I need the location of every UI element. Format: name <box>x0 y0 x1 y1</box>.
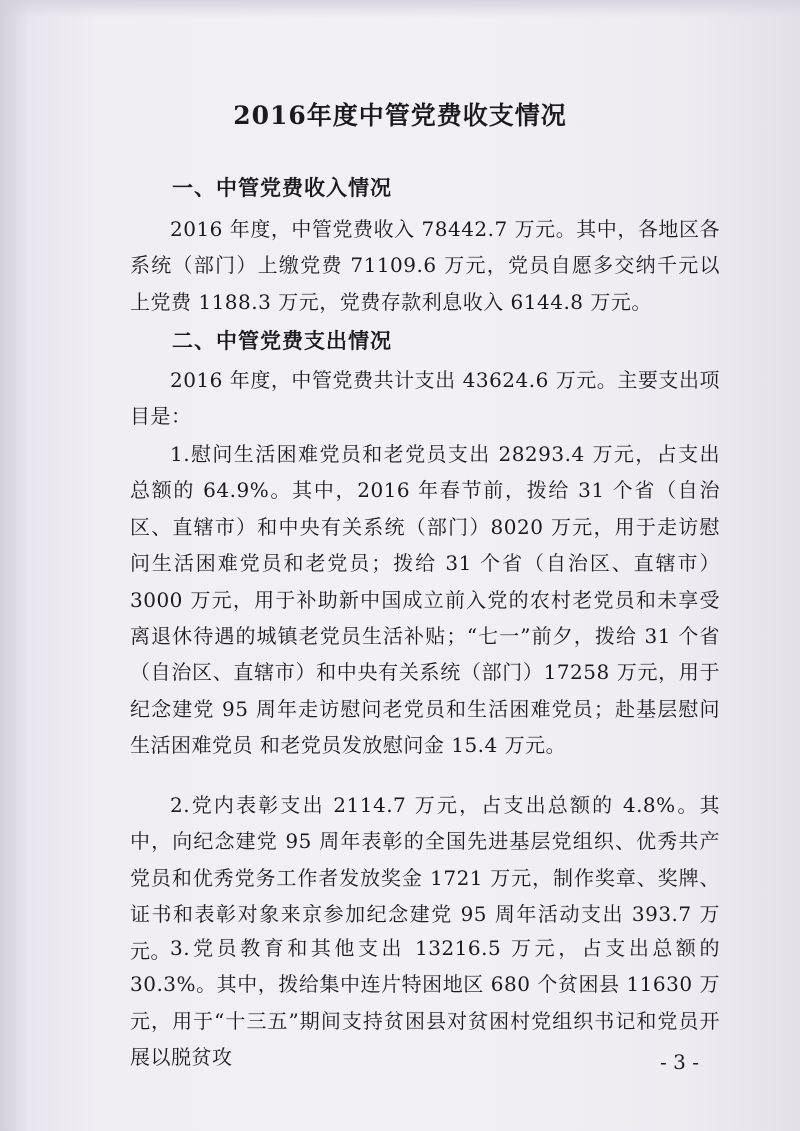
paragraph-item-2: 2.党内表彰支出 2114.7 万元，占支出总额的 4.8%。其中，向纪念建党 95 周年表彰的全国先进基层党组织、优秀共产党员和优秀党务工作者发放奖金 1721 万元，制作奖章、奖牌、证书和表彰对象来京参加纪念建党 95 周年活动支出 393.7 万元。 <box>130 793 720 963</box>
paragraph-income: 2016 年度，中管党费收入 78442.7 万元。其中，各地区各系统（部门）上缴党费 71109.6 万元，党员自愿多交纳千元以上党费 1188.3 万元，党费存款利息收入 6144.8 万元。 <box>130 217 720 314</box>
page-fold-shadow-top <box>0 0 800 18</box>
paragraph-item-1: 1.慰问生活困难党员和老党员支出 28293.4 万元，占支出总额的 64.9%。其中，2016 年春节前，拨给 31 个省（自治区、直辖市）和中央有关系统（部门）8020 万元，用于走访慰问生活困难党员和老党员；拨给 31 个省（自治区、直辖市）3000 万元，用于补助新中国成立前入党的农村老党员和未享受离退休待遇的城镇老党员生活补贴；“七一”前夕，拨给 31 个省（自治区、直辖市）和中央有关系统（部门）17258 万元，用于纪念建党 95 周年走访慰问老党员和生活困难党员；赴基层慰问生活困难党员 和老党员发放慰问金 15.4 万元。 <box>130 442 720 758</box>
page-number: - 3 - <box>660 1050 699 1074</box>
paragraph-item-3: 3.党员教育和其他支出 13216.5 万元，占支出总额的 30.3%。其中，拨给集中连片特困地区 680 个贫困县 11630 万元，用于“十三五”期间支持贫困县对贫困村党组织书记和党员开展以脱贫攻 <box>130 936 720 1070</box>
paragraph-expenditure-intro: 2016 年度，中管党费共计支出 43624.6 万元。主要支出项目是： <box>130 368 720 429</box>
page-fold-shadow-left <box>0 0 28 1131</box>
section-heading-expenditure: 二、中管党费支出情况 <box>172 329 392 353</box>
section-heading-income: 一、中管党费收入情况 <box>172 176 392 200</box>
document-title: 2016年度中管党费收支情况 <box>233 101 567 130</box>
